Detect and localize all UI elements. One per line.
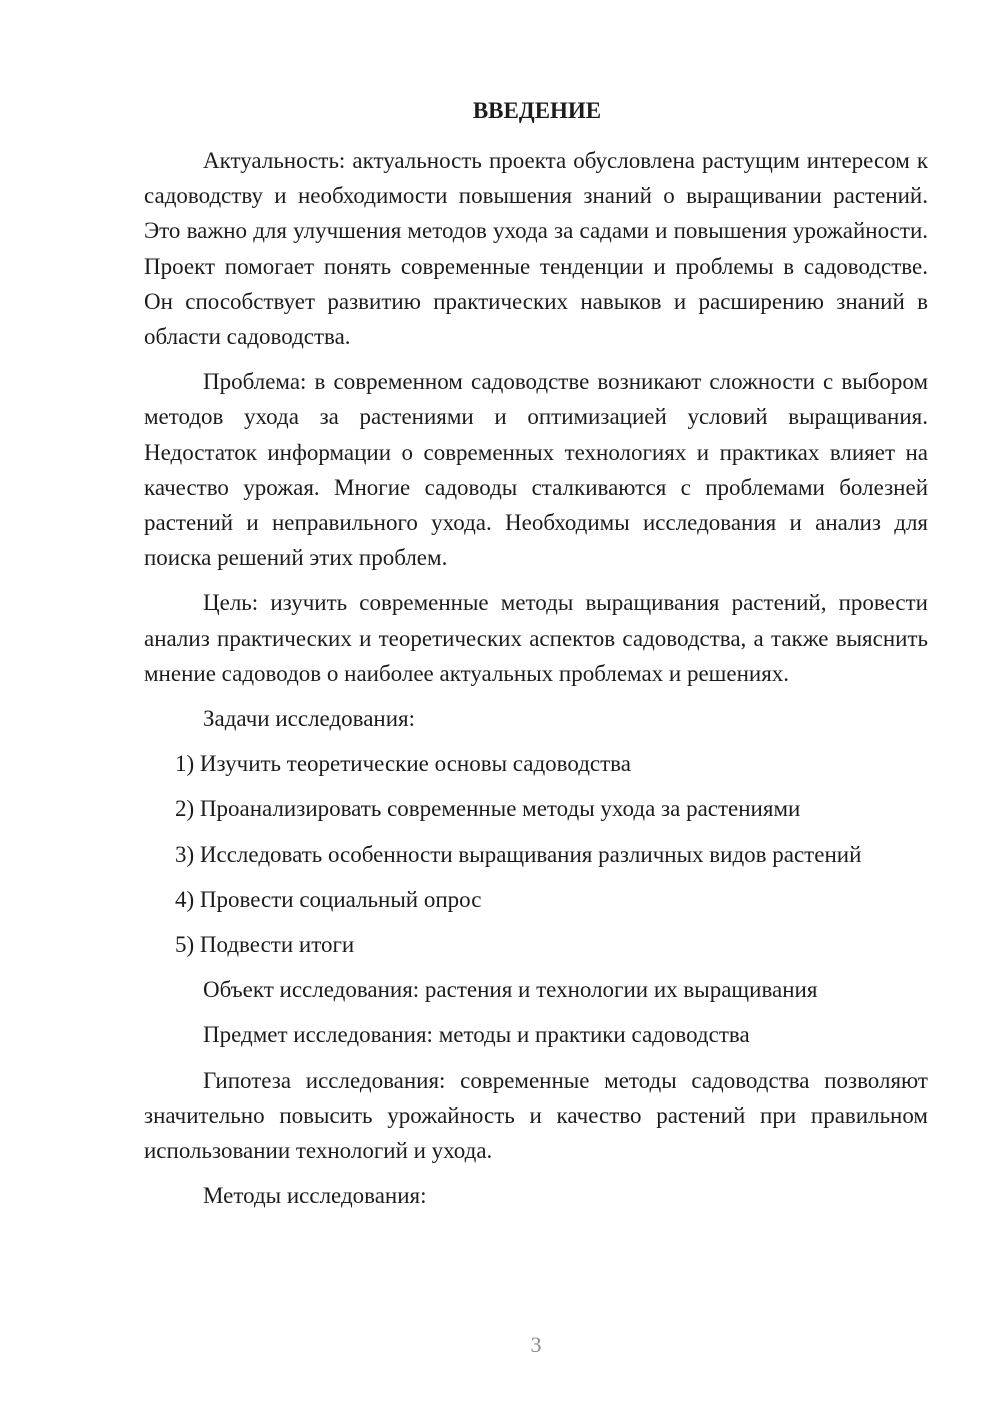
research-object: Объект исследования: растения и технологии их выращивания <box>203 977 818 1003</box>
goal-paragraph: Цель: изучить современные методы выращивания растений, провести анализ практических и теоретических аспектов садоводства, а также выяснить мнение садоводов о наиболее актуальных проблемах и решениях. <box>144 590 928 686</box>
task-item-3: 3) Исследовать особенности выращивания различных видов растений <box>175 841 862 867</box>
methods-heading: Методы исследования: <box>203 1183 427 1209</box>
page-number: 3 <box>530 1332 542 1357</box>
tasks-heading: Задачи исследования: <box>203 706 416 732</box>
relevance-paragraph: Актуальность: актуальность проекта обусловлена растущим интересом к садоводству и необходимости повышения знаний о выращивании растений. Это важно для улучшения методов ухода за садами и повышения урожайности. Проект помогает понять современные тенденции и проблемы в садоводстве. Он способствует развитию практических навыков и расширению знаний в области садоводства. <box>144 148 928 350</box>
task-item-4: 4) Провести социальный опрос <box>175 886 482 912</box>
research-subject: Предмет исследования: методы и практики садоводства <box>203 1022 750 1048</box>
hypothesis-paragraph: Гипотеза исследования: современные методы садоводства позволяют значительно повысить урожайность и качество растений при правильном использовании технологий и ухода. <box>144 1067 928 1164</box>
page-content <box>144 93 928 1223</box>
page-title: ВВЕДЕНИЕ <box>472 98 602 123</box>
tasks-list <box>144 746 928 962</box>
task-item-1: 1) Изучить теоретические основы садоводства <box>175 751 631 777</box>
task-item-5: 5) Подвести итоги <box>175 932 355 958</box>
problem-paragraph: Проблема: в современном садоводстве возникают сложности с выбором методов ухода за растениями и оптимизацией условий выращивания. Недостаток информации о современных технологиях и практиках влияет на качество урожая. Многие садоводы сталкиваются с проблемами болезней растений и неправильного ухода. Необходимы исследования и анализ для поиска решений этих проблем. <box>144 369 928 571</box>
task-item-2: 2) Проанализировать современные методы ухода за растениями <box>175 796 801 822</box>
